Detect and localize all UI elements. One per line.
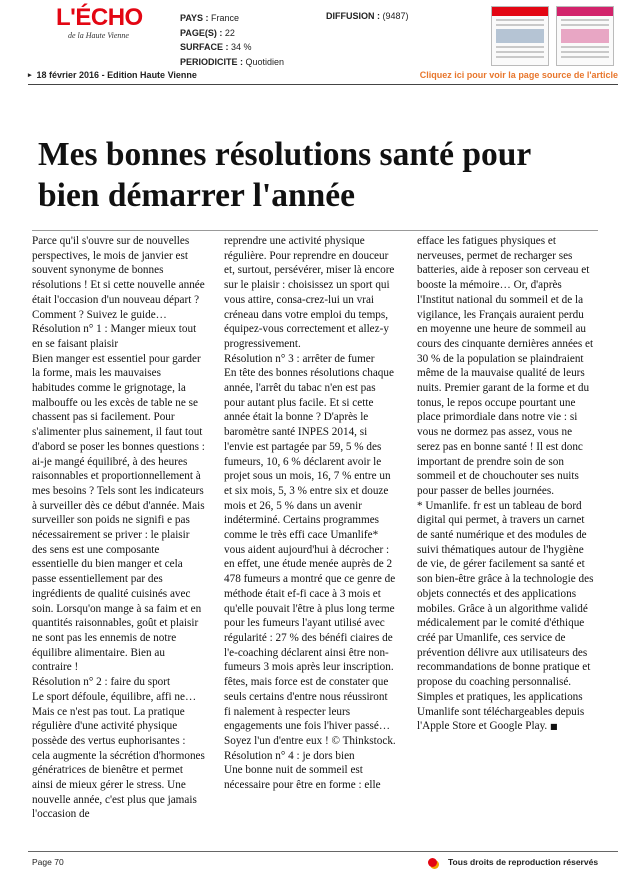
- paragraph: efface les fatigues physiques et nerveuses, permet de recharger ses batteries, aide à reposer son cerveau et booste la mémoire… Or, d'après l'Institut national du sommeil et de la vigilance, les Français auraient perdu en moyenne une heure de sommeil au cours des cinquante dernières années et 30 % de la population se plaindraient même de la mauvaise qualité de leurs nuits. Premier garant de la forme et du tonus, le repos occupe pourtant une place primordiale dans notre vie : si vous ne dormez pas assez, vous ne serez pas en bonne santé ! Il est donc important de prendre soin de son sommeil et de chouchouter ses nuits pour passer de belles journées.: [417, 235, 594, 497]
- subheading: Résolution n° 4 : je dors bien: [224, 749, 355, 762]
- paragraph: Bien manger est essentiel pour garder la forme, mais les mauvaises habitudes comme le grignotage, la malbouffe ou les excès de table ne se chassent pas si facilement. Pour s'alimenter plus sainement, il faut tout d'abord se poser les bonnes questions : ai-je mangé équilibré, à des heures raisonnables et proportionnellement à mes besoins ? Tels sont les indicateurs à surveiller dès ce début d'année. Mais surveiller son poids ne signifi e pas nécessairement se priver : le plaisir des sens est une composante essentielle du bien manger et cela passe essentiellement par des ingrédients de qualité cuisinés avec soin. Lorsqu'on mange à sa faim et en quantités raisonnables, goût et plaisir ne sont pas les ennemis de notre équilibre alimentaire. Bien au contraire !: [32, 352, 205, 674]
- article-column-1: [32, 234, 205, 822]
- meta-periodicite: PERIODICITE : Quotidien: [180, 57, 285, 68]
- triangle-right-icon: ▸: [28, 72, 32, 79]
- article-column-3: [417, 234, 597, 735]
- paragraph: reprendre une activité physique régulière. Pour reprendre en douceur et, surtout, persévérer, miser là encore sur le plaisir : choisissez un sport qui vous attire, consa-crez-lui un vrai créneau dans votre emploi du temps, équipez-vous correctement et allez-y progressivement.: [224, 235, 395, 350]
- article-headline: Mes bonnes résolutions santé pour bien démarrer l'année: [38, 136, 531, 214]
- paragraph: fêtes, mais force est de constater que seuls certains d'entre nous réussiront fi nalement à respecter leurs engagements une fois l'hiver passé… Soyez l'un d'entre eux ! © Thinkstock.: [224, 676, 396, 747]
- meta-pages: PAGE(S) : 22: [180, 27, 235, 38]
- footer-divider: [28, 851, 618, 852]
- columns-divider: [32, 230, 598, 231]
- subheading: Résolution n° 3 : arrêter de fumer: [224, 352, 375, 365]
- subheading: Résolution n° 1 : Manger mieux tout en se faisant plaisir: [32, 323, 197, 350]
- paragraph: En tête des bonnes résolutions chaque année, l'arrêt du tabac n'en est pas pour autant plus facile. Et si cette année était la bonne ? D'après le baromètre santé INPES 2014, si l'envie est partagée par 59, 5 % des fumeurs, 10, 6 % déclarent avoir le projet sous un mois, 16, 7 % entre un et six mois, 5, 3 % entre six et douze mois et 26, 5 % dans un avenir indéterminé. Certains programmes comme le très effi cace Umanlife* vous aident aujourd'hui à décrocher : en effet, une étude menée auprès de 2 478 fumeurs a montré que ce genre de méthode était ef-fi cace à 3 mois et qu'elle pouvait l'être à plus long terme pour les fumeurs l'ayant utilisé avec régularité : 27 % des bénéfi ciaires de l'e-coaching déclarent ainsi être non-fumeurs 3 mois après leur inscription.: [224, 367, 396, 674]
- subheading: Résolution n° 2 : faire du sport: [32, 676, 171, 689]
- source-page-link[interactable]: Cliquez ici pour voir la page source de l'article: [419, 70, 618, 80]
- article-column-2: [224, 234, 396, 793]
- edition-dateline: ▸ 18 février 2016 - Edition Haute Vienne: [28, 70, 197, 80]
- paragraph: Une bonne nuit de sommeil est nécessaire pour être en forme : elle: [224, 764, 381, 792]
- source-page-thumbnail[interactable]: [491, 6, 549, 66]
- page-number: Page 70: [32, 857, 64, 867]
- publication-meta: [180, 11, 284, 70]
- footnote: * Umanlife. fr est un tableau de bord digital qui permet, à travers un carnet de santé numérique et des modules de suivi thématiques autour de l'hygiène de vie, de gérer facilement sa santé et son bien-être grâce à la technologie des objets connectés et des applications mobiles. Grâce à un algorithme validé médicalement par le comité d'éthique créé par Umanlife, ces service de prévention délivre aux utilisateurs des recommandations de bonne pratique et propose du coaching personnalisé. Simples et pratiques, les applications Umanlife sont téléchargeables depuis l'Apple Store et Google Play. ■: [417, 499, 594, 733]
- newspaper-logo: [56, 6, 166, 56]
- meta-surface: SURFACE : 34 %: [180, 42, 252, 53]
- copyright-logo-icon: [428, 858, 437, 867]
- paragraph: Parce qu'il s'ouvre sur de nouvelles perspectives, le mois de janvier est souvent synonyme de bonnes résolutions ! Et si cette nouvelle année était l'occasion d'un nouveau départ ? Comment ? Suivez le guide…: [32, 235, 205, 321]
- header-divider: [28, 84, 618, 85]
- meta-pays: PAYS : France: [180, 13, 240, 23]
- logo-subtitle: de la Haute Vienne: [68, 31, 129, 40]
- source-page-thumbnail-2[interactable]: [556, 6, 614, 66]
- end-of-article-mark: ■: [550, 722, 558, 732]
- meta-diffusion: DIFFUSION : (9487): [326, 11, 409, 21]
- copyright-notice: Tous droits de reproduction réservés: [448, 857, 599, 867]
- logo-title: L'ÉCHO: [56, 4, 143, 31]
- paragraph: Le sport défoule, équilibre, affi ne… Mais ce n'est pas tout. La pratique régulière d'une activité physique possède des vertus euphorisantes : cela augmente la sécrétion d'hormones génératrices de bienêtre et permet ainsi de mieux gérer le stress. Une nouvelle année, c'est plus que jamais l'occasion de: [32, 690, 205, 821]
